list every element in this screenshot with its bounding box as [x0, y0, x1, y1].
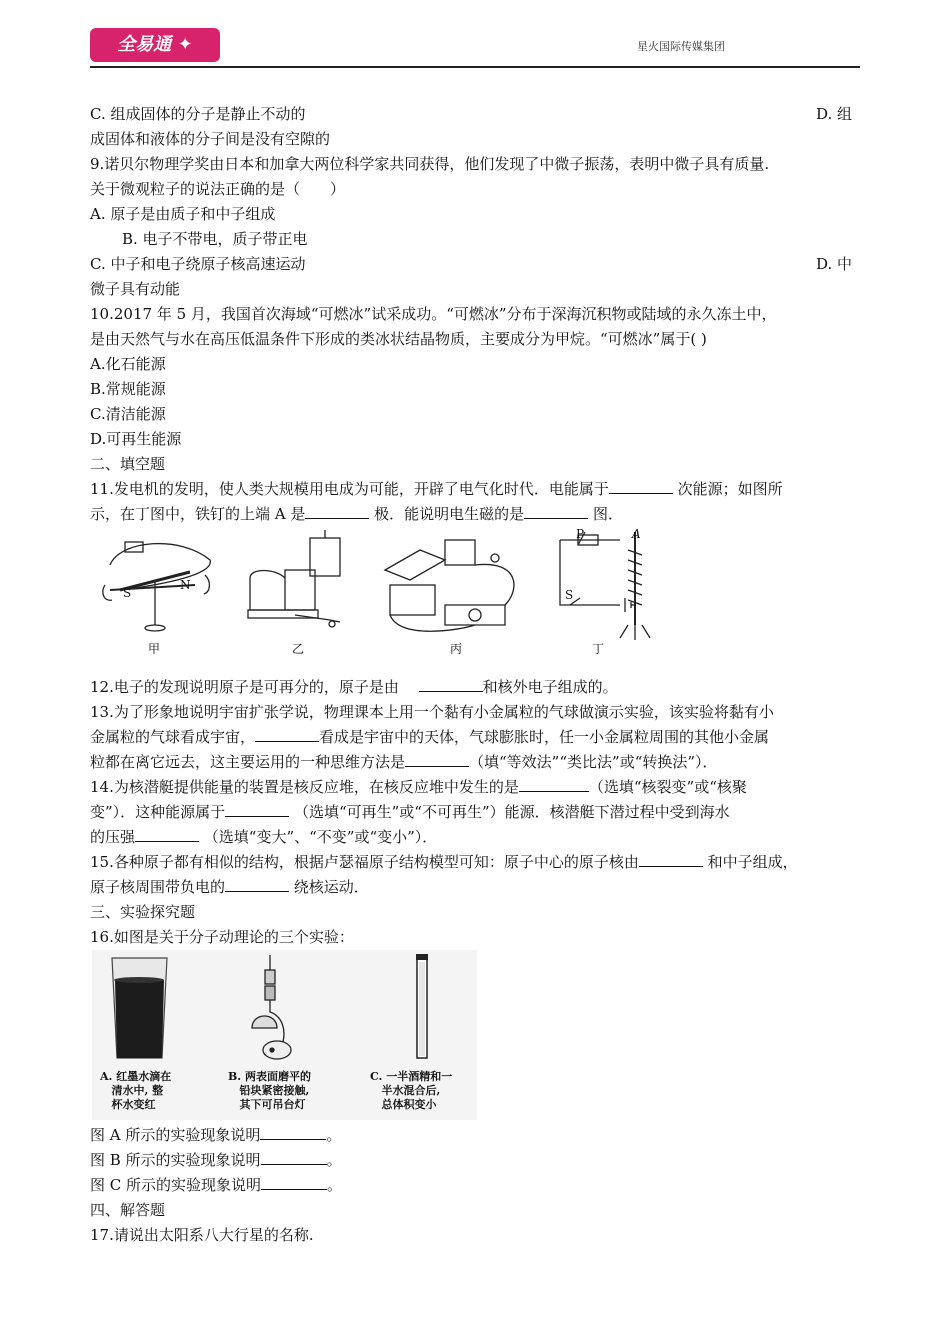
q13-blank-2[interactable] [405, 752, 469, 767]
q9-option-d-cont: 微子具有动能 [90, 280, 181, 298]
figure-ding-mark-s: S [565, 588, 574, 602]
q10-stem-line2: 是由天然气与水在高压低温条件下形成的类冰状结晶物质，主要成分为甲烷。“可燃冰”属于( ) [90, 330, 707, 348]
figure-ding-coil-circuit [560, 532, 650, 640]
figure-label-ding: 丁 [592, 642, 605, 656]
q13-line3 [90, 752, 718, 772]
q14-text-1a: 14.为核潜艇提供能量的装置是核反应堆，在核反应堆中发生的是 [90, 778, 519, 796]
q16-text-b: 图 B 所示的实验现象说明 [90, 1151, 261, 1169]
q14-text-1b: （选填“核裂变”或“核聚 [588, 778, 747, 796]
q9-option-b: B. 电子不带电，质子带正电 [122, 230, 308, 248]
q9-option-c: C. 中子和电子绕原子核高速运动 [90, 255, 306, 273]
q14-blank-3[interactable] [135, 827, 199, 842]
q11-figures [100, 530, 660, 660]
q12-line [90, 677, 618, 697]
q15-blank-2[interactable] [225, 877, 289, 892]
q10-option-d: D.可再生能源 [90, 430, 182, 448]
q11-line2 [90, 504, 623, 524]
q13-line1: 13.为了形象地说明宇宙扩张学说，物理课本上用一个黏有小金属粒的气球做演示实验，该实验将黏有小 [90, 703, 774, 721]
q11-text-2b: 极．能说明电生磁的是 [374, 505, 525, 523]
q10-stem-line1: 10.2017 年 5 月，我国首次海域“可燃冰”试采成功。“可燃冰”分布于深海沉积物或陆域的永久冻土中， [90, 305, 777, 323]
q14-text-3b: （选填“变大”、“不变”或“变小”）． [203, 828, 438, 846]
figure-a-caption: A. 红墨水滴在 清水中, 整 杯水变红 [100, 1070, 172, 1111]
q13-text-2b: 看成是宇宙中的天体，气球膨胀时，任一小金属粒周围的其他小金属 [319, 728, 770, 746]
q10-option-c: C.清洁能源 [90, 405, 166, 423]
q11-blank-3[interactable] [524, 504, 588, 519]
q13-text-2a: 金属粒的气球看成宇宙， [90, 728, 256, 746]
figure-a-glass [112, 958, 167, 1058]
q16-blank-b[interactable] [261, 1150, 327, 1165]
q16-blank-c[interactable] [261, 1175, 327, 1190]
q16-text-a: 图 A 所示的实验现象说明 [90, 1126, 261, 1144]
brand-logo: 全易通 ✦ [90, 28, 220, 62]
q8-option-d-start: D. 组 [816, 105, 853, 123]
q12-text-b: 和核外电子组成的。 [482, 678, 618, 696]
q10-option-a: A.化石能源 [90, 355, 166, 373]
figure-label-yi: 乙 [292, 642, 305, 656]
q9-stem-line2: 关于微观粒子的说法正确的是（ ） [90, 180, 346, 198]
q8-option-d-cont: 成固体和液体的分子间是没有空隙的 [90, 130, 331, 148]
q15-text-1a: 15.各种原子都有相似的结构，根据卢瑟福原子结构模型可知：原子中心的原子核由 [90, 853, 639, 871]
q11-blank-1[interactable] [609, 479, 673, 494]
figure-bing-generator [385, 540, 514, 631]
q9-option-a: A. 原子是由质子和中子组成 [90, 205, 276, 223]
q16-end-b: 。 [326, 1151, 342, 1169]
q14-blank-1[interactable] [519, 777, 589, 792]
q8-option-c: C. 组成固体的分子是静止不动的 [90, 105, 306, 123]
q12-blank[interactable] [419, 677, 483, 692]
figure-jia-mark-n: N [180, 578, 191, 592]
q14-line1 [90, 777, 747, 797]
q15-text-2b: 绕核运动． [293, 878, 369, 896]
q13-blank-1[interactable] [255, 727, 319, 742]
publisher-name: 星火国际传媒集团 [637, 40, 725, 53]
q16-intro: 16.如图是关于分子动理论的三个实验： [90, 928, 354, 946]
q11-text-2a: 示，在丁图中，铁钉的上端 A 是 [90, 505, 306, 523]
q13-text-3a: 粒都在离它远去，这主要运用的一种思维方法是 [90, 753, 406, 771]
q13-line2 [90, 727, 769, 747]
figure-ding-mark-a: A [632, 527, 641, 541]
q15-blank-1[interactable] [639, 852, 703, 867]
q14-text-2b: （选填“可再生”或“不可再生”）能源．核潜艇下潜过程中受到海水 [293, 803, 730, 821]
q16-answer-b [90, 1150, 342, 1170]
q15-line2 [90, 877, 369, 897]
figure-c-tube [416, 954, 428, 1058]
figure-c-caption: C. 一半酒精和一 半水混合后, 总体积变小 [370, 1070, 453, 1111]
figure-yi-electromagnet [248, 530, 340, 627]
q10-option-b: B.常规能源 [90, 380, 166, 398]
q16-end-a: 。 [326, 1126, 342, 1144]
figure-jia-wire-compass [103, 542, 211, 631]
figure-label-bing: 丙 [450, 642, 463, 656]
section-experiment: 三、实验探究题 [90, 903, 196, 921]
q16-end-c: 。 [327, 1176, 343, 1194]
figure-b-caption: B. 两表面磨平的 铅块紧密接触, 其下可吊台灯 [228, 1070, 311, 1111]
q14-text-3a: 的压强 [90, 828, 136, 846]
q11-text-1a: 11.发电机的发明，使人类大规模用电成为可能，开辟了电气化时代．电能属于 [90, 480, 609, 498]
q16-blank-a[interactable] [260, 1125, 326, 1140]
q12-text-a: 12.电子的发现说明原子是可再分的，原子是由 [90, 678, 399, 696]
q15-line1 [90, 852, 798, 872]
q15-text-1b: 和中子组成， [707, 853, 798, 871]
section-answer: 四、解答题 [90, 1201, 166, 1219]
q11-line1 [90, 479, 783, 499]
brand-logo-text: 全易通 [117, 34, 172, 55]
q17-stem: 17.请说出太阳系八大行星的名称. [90, 1226, 314, 1244]
q9-option-d-start: D. 中 [816, 255, 853, 273]
q9-stem-line1: 9.诺贝尔物理学奖由日本和加拿大两位科学家共同获得，他们发现了中微子振荡，表明中微子具有质量. [90, 155, 770, 173]
q16-answer-c [90, 1175, 342, 1195]
q13-text-3b: （填“等效法”“类比法”或“转换法”）． [469, 753, 718, 771]
q14-blank-2[interactable] [225, 802, 289, 817]
figure-ding-mark-p: P [576, 527, 585, 541]
q16-text-c: 图 C 所示的实验现象说明 [90, 1176, 262, 1194]
figure-label-jia: 甲 [148, 642, 161, 656]
header-divider [90, 66, 860, 68]
q14-line2 [90, 802, 730, 822]
q11-text-1b: 次能源；如图所 [677, 480, 783, 498]
q11-blank-2[interactable] [305, 504, 369, 519]
q14-line3 [90, 827, 437, 847]
q16-answer-a [90, 1125, 341, 1145]
figure-jia-mark-s: S [123, 586, 132, 600]
section-fill-in: 二、填空题 [90, 455, 166, 473]
q15-text-2a: 原子核周围带负电的 [90, 878, 226, 896]
q14-text-2a: 变”）．这种能源属于 [90, 803, 226, 821]
q11-text-2c: 图． [592, 505, 623, 523]
